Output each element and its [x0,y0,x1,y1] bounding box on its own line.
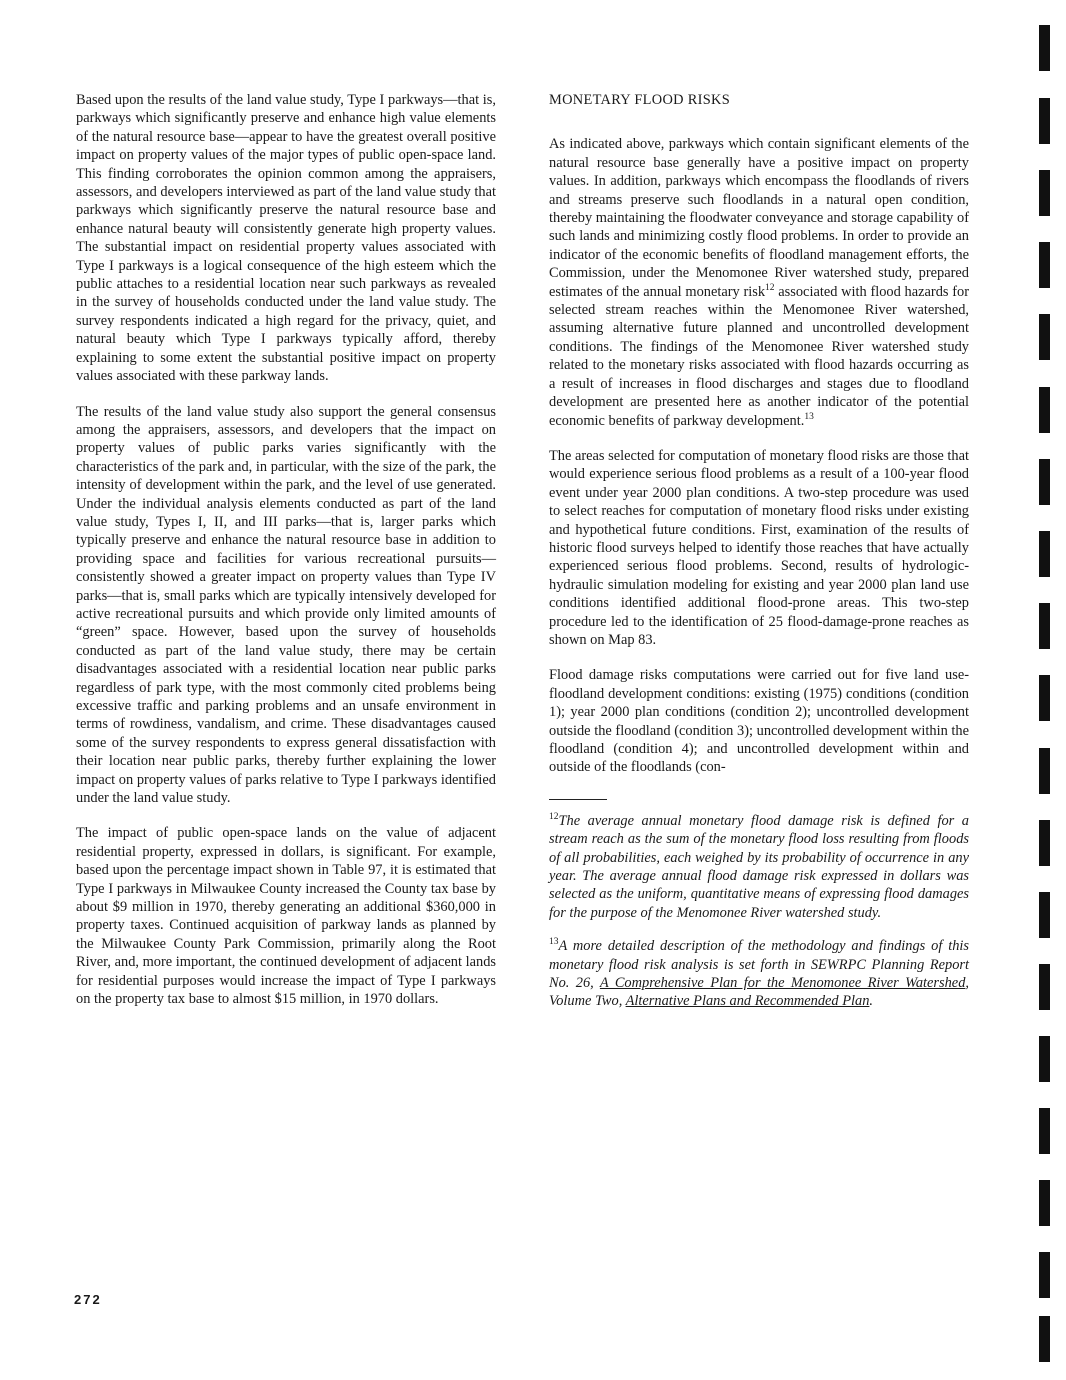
edge-mark [1039,25,1050,71]
footnote-text: . [869,993,874,1010]
edge-mark [1039,820,1050,866]
edge-mark [1039,1180,1050,1226]
edge-mark [1039,964,1050,1010]
paragraph: The results of the land value study also support the general consensus among the appraisers, assessors, and developers that the impact on property values of public parks varies significantly with the characteristics of the park and, in particular, with the size of the park, the intensity of development within the park, and the level of use generated. Under the individual analysis elements conducted as part of the land value study, Types I, II, and III parks—that is, larger parks which typically preserve and enhance the natural resource base in addition to providing space and facilities for various recreational pursuits—consistently showed a greater impact on property values than Type IV parks—that is, small parks which are typically intensively developed for active recreational pursuits and which provide only limited amounts of “green” space. However, based upon the survey of households conducted as part of the land value study, there may be certain disadvantages associated with a residential location near public parks regardless of park type, with the most commonly cited problems being excessive traffic and parking problems and an unsafe environment in terms of rowdiness, vandalism, and crime. These disadvantages caused some of the survey respondents to express general dissatisfaction with their location near public parks, thereby further explaining the lower impact on property values of parks relative to Type I parkways identified under the land value study. [76,403,496,807]
footnote-ref[interactable]: 12 [765,282,775,293]
footnote [549,937,969,1011]
edge-mark [1039,314,1050,360]
footnote-text: A more detailed description of the methodology and findings of this monetary flood risk analysis is set forth in SEWRPC Planning Report No. 26, [549,938,969,992]
paragraph: Flood damage risks computations were carried out for five land use-floodland development conditions: existing (1975) conditions (condition 1); year 2000 plan conditions (condition 2); uncontrolled development outside the floodland (condition 3); uncontrolled development within the floodland (condition 4); and uncontrolled development within and outside of the floodlands (con- [549,667,969,776]
edge-mark [1039,675,1050,721]
binding-edge-marks [1039,0,1053,1380]
edge-mark [1039,748,1050,794]
section-heading: MONETARY FLOOD RISKS [549,92,731,108]
paragraph-text: As indicated above, parkways which contain significant elements of the natural resource base generally have a positive impact on property values. In addition, parkways which encompass the floodlands of rivers and streams preserve such floodlands in a natural open condition, thereby maintaining the floodwater conveyance and storage capability of such lands and minimizing costly flood problems. In order to provide an indicator of the economic benefits of floodland management efforts, the Commission, under the Menomonee River watershed study, prepared estimates of the annual monetary risk [549,136,969,300]
footnote-text: , Volume Two, [549,975,969,1010]
paragraph [549,135,969,430]
footnote-number: 13 [549,937,559,948]
report-title: A Comprehensive Plan for the Menomonee River Watershed [599,975,966,992]
volume-title: Alternative Plans and Recommended Plan [625,993,870,1010]
edge-mark [1039,1252,1050,1298]
footnote-divider [549,799,607,800]
paragraph: The areas selected for computation of monetary flood risks are those that would experience serious flood problems as a result of a 100-year flood event under year 2000 plan conditions. A two-step procedure was used to select reaches for computation of monetary flood risks under existing and hypothetical future conditions. First, examination of the results of historic flood surveys helped to identify those reaches that have actually experienced serious flood problems. Second, results of hydrologic-hydraulic simulation modeling for existing and year 2000 plan land use conditions identified additional flood-prone areas. This two-step procedure led to the identification of 25 flood-damage-prone reaches as shown on Map 83. [549,447,969,648]
footnote [549,812,969,922]
edge-mark [1039,1108,1050,1154]
left-column [76,91,496,1026]
edge-mark [1039,170,1050,216]
edge-mark [1039,603,1050,649]
paragraph: Based upon the results of the land value study, Type I parkways—that is, parkways which significantly preserve and enhance high value elements of the natural resource base—appear to have the greatest overall positive impact on property values of the major types of public open-space land. This finding corroborates the opinion common among the appraisers, assessors, and developers interviewed as part of the land value study that parkways which significantly preserve the natural resource base and enhance natural beauty will consistently generate high property values. The substantial impact on residential property values associated with Type I parkways is a logical consequence of the high esteem which the public attaches to a residential location near such parkways as revealed in the survey of households conducted under the land value study. The survey respondents indicated a high regard for the privacy, quiet, and natural beauty which Type I parkways typically afford, thereby explaining to some extent the substantial positive impact on property values associated with these parkway lands. [76,92,496,385]
edge-mark [1039,459,1050,505]
footnote-text: The average annual monetary flood damage risk is defined for a stream reach as the sum of the monetary flood loss resulting from floods of all probabilities, each weighed by its probability of occurrence in any year. The average annual flood damage risk expressed in dollars was selected as the uniform, quantitative means of expressing flood damages for the purpose of the Menomonee River watershed study. [549,812,969,921]
right-column [549,91,969,1026]
edge-mark [1039,98,1050,144]
footnote-number: 12 [549,811,559,822]
edge-mark [1039,892,1050,938]
edge-mark [1039,242,1050,288]
edge-mark [1039,387,1050,433]
page-number: 272 [74,1292,102,1307]
edge-mark [1039,1036,1050,1082]
paragraph: The impact of public open-space lands on the value of adjacent residential property, expressed in dollars, is significant. For example, based upon the percentage impact shown in Table 97, it is estimated that Type I parkways in Milwaukee County increased the County tax base by about $9 million in 1970, thereby generating an additional $360,000 in property taxes. Continued acquisition of parkway lands as planned by the Milwaukee County Park Commission, primarily along the Root River, and, more important, the continued development of adjacent lands for residential purposes would increase the impact of Type I parkways on the property tax base to almost $15 million, in 1970 dollars. [76,825,496,1008]
edge-mark [1039,531,1050,577]
edge-mark [1039,1316,1050,1362]
footnote-ref[interactable]: 13 [804,411,814,422]
paragraph-text: associated with flood hazards for selected stream reaches within the Menomonee River watershed, assuming alternative future planned and uncontrolled development conditions. The findings of the Menomonee River watershed study related to the monetary risks associated with flood hazards occurring as a result of increases in flood discharges and stages due to floodland development are presented here as another indicator of the potential economic benefits of parkway development. [549,283,969,429]
